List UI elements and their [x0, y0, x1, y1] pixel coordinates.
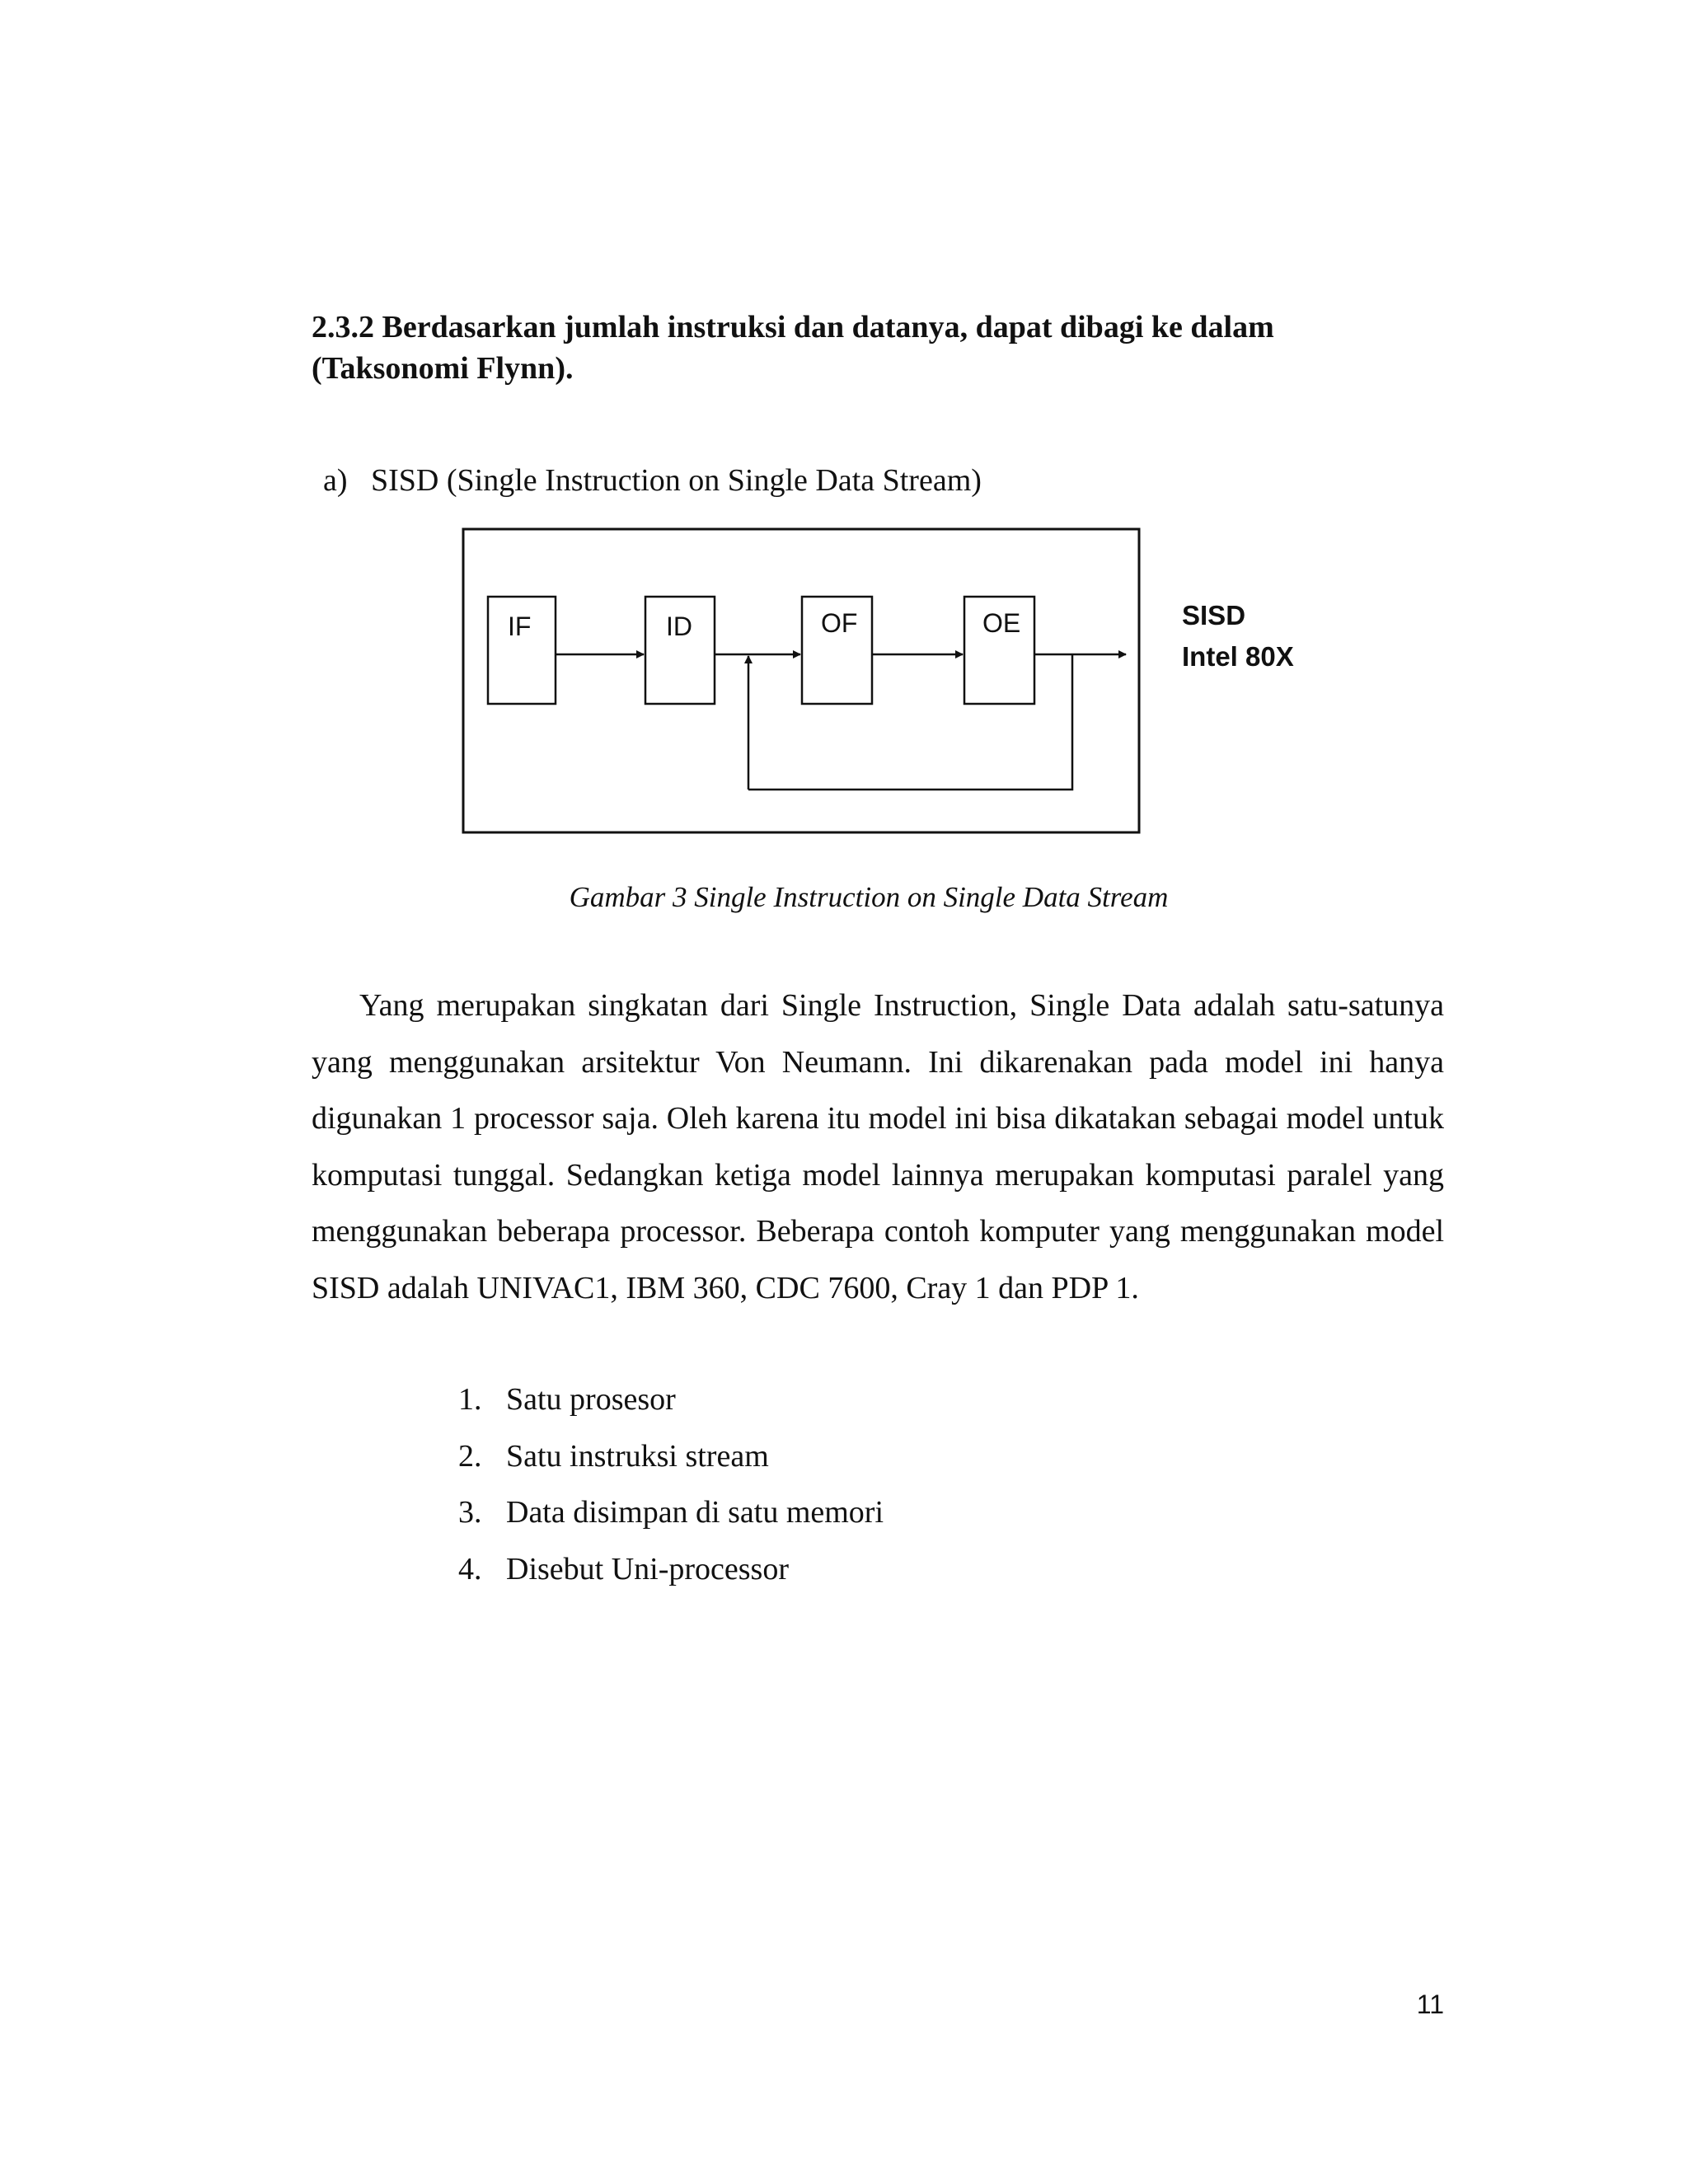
sisd-side-label: SISD: [1182, 600, 1246, 630]
section-heading-line-2: (Taksonomi Flynn).: [312, 351, 574, 386]
stage-label-if: IF: [508, 612, 532, 641]
list-item-number: 1.: [458, 1382, 482, 1417]
list-item: [458, 1484, 884, 1541]
body-paragraph: Yang merupakan singkatan dari Single Instruction, Single Data adalah satu-satunya yang menggunakan arsitektur Von Neumann. Ini dikarenakan pada model ini hanya digunakan 1 processor saja. Oleh karena itu model ini bisa dikatakan sebagai model untuk komputasi tunggal. Sedangkan ketiga model lainnya merupakan komputasi paralel yang menggunakan beberapa processor. Beberapa contoh komputer yang menggunakan model SISD adalah UNIVAC1, IBM 360, CDC 7600, Cray 1 dan PDP 1.: [312, 988, 1444, 1305]
list-item-number: 4.: [458, 1551, 482, 1586]
list-item: [458, 1428, 884, 1485]
subsection-title: SISD (Single Instruction on Single Data Stream): [371, 463, 982, 498]
section-heading-line-1: 2.3.2 Berdasarkan jumlah instruksi dan datanya, dapat dibagi ke dalam: [312, 310, 1274, 344]
list-item-text: Satu instruksi stream: [506, 1438, 769, 1474]
subsection-marker: a): [323, 463, 348, 498]
list-item: [458, 1541, 884, 1598]
stage-label-oe: OE: [982, 608, 1021, 638]
characteristics-list: [458, 1371, 884, 1597]
list-item: [458, 1371, 884, 1428]
feedback-loop-line: [748, 654, 1072, 790]
intel-side-label: Intel 80X: [1182, 641, 1294, 672]
list-item-number: 2.: [458, 1438, 482, 1474]
stage-label-id: ID: [666, 612, 692, 641]
list-item-text: Data disimpan di satu memori: [506, 1495, 884, 1530]
list-item-number: 3.: [458, 1495, 482, 1530]
page-number: 11: [1416, 1990, 1444, 2019]
figure-caption: Gambar 3 Single Instruction on Single Data Stream: [569, 881, 1169, 913]
stage-label-of: OF: [821, 608, 858, 638]
list-item-text: Disebut Uni-processor: [506, 1551, 789, 1586]
list-item-text: Satu prosesor: [506, 1382, 676, 1417]
